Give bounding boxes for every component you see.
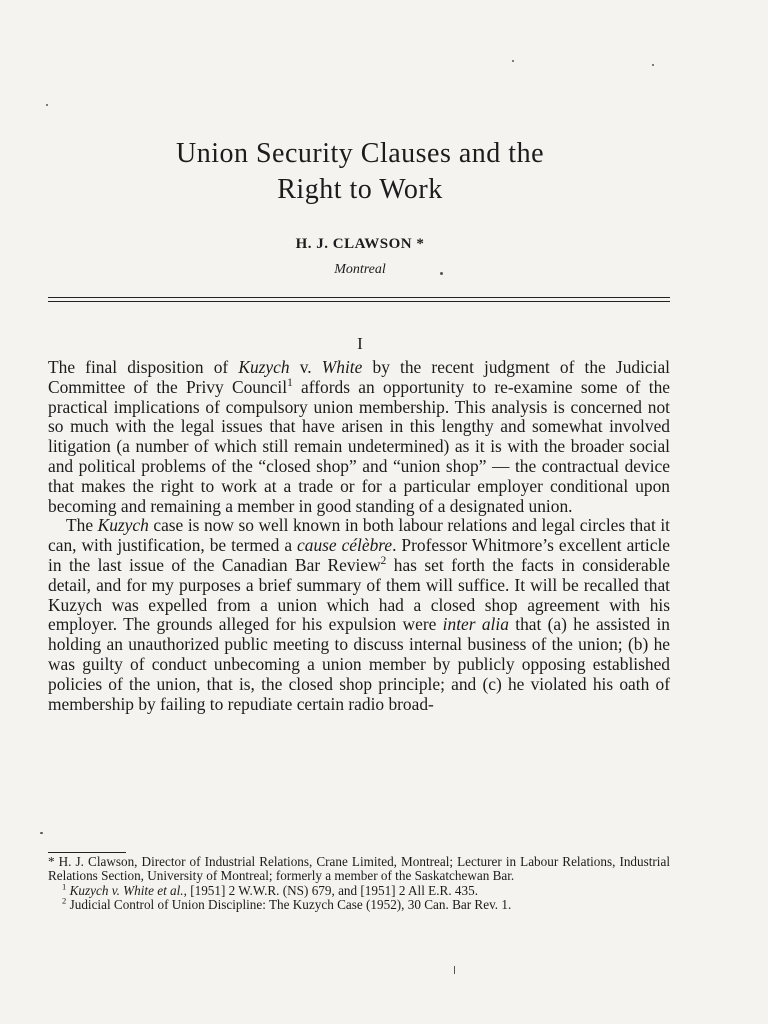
scan-speck [454, 966, 455, 974]
paragraph-2: The Kuzych case is now so well known in both labour relations and legal circles that it can, with justification, be termed a cause célèbre. Professor Whitmore’s excellent article in the last issue of the Canadian Bar Review$^2$ has set forth the facts in considerable detail, and for my purposes a brief summary of them will suffice. It will be recalled that Kuzych was expelled from a union which had a closed shop agreement with his employer. The grounds alleged for his expulsion were inter alia that (a) he assisted in holding an unauthorized public meeting to discuss internal business of the union; (b) he was guilty of conduct unbecoming a union member by publicly opposing established policies of the union, that is, the closed shop principle; and (c) he violated his oath of membership by failing to repudiate certain radio broad- [48, 515, 671, 714]
scan-speck [652, 64, 654, 66]
case-name-kuzych-2: Kuzych [97, 515, 149, 536]
article-title-line-2: Right to Work [277, 174, 443, 205]
section-numeral: I [357, 334, 363, 353]
case-name-kuzych: Kuzych [238, 357, 290, 377]
author-affiliation: Montreal [334, 262, 386, 277]
footnote-star: * H. J. Clawson, Director of Industrial Relations, Crane Limited, Montreal; Lecturer in Labour Relations, Industrial Relations Section, University of Montreal; formerly a member of the Saskatchewan Bar. [48, 854, 670, 884]
scan-speck [40, 832, 43, 834]
author-name: H. J. CLAWSON * [295, 236, 425, 252]
phrase-inter-alia: inter alia [442, 614, 509, 635]
footnote-ref-2: 2 [380, 555, 387, 568]
footnote-ref-1: 1 [287, 377, 293, 389]
paragraph-1: The final disposition of Kuzych v. White by the recent judgment of the Judicial Committee of the Privy Council$^1$ affords an opportunity to re-examine some of the practical implications of compulsory union membership. This analysis is concerned not so much with the legal issues that have arisen in this lengthy and somewhat involved litigation (a number of which still remain undetermined) as it is with the broader social and political problems of the “closed shop” and “union shop” — the contractual device that makes the right to work at a trade or for a particular employer conditional upon becoming and remaining a member in good standing of a designated union. [48, 357, 671, 516]
footnotes [48, 855, 670, 913]
scan-speck [46, 104, 48, 106]
scan-speck [512, 60, 514, 62]
article-body [48, 358, 670, 714]
footnote-2: $^2$ Judicial Control of Union Discipline: The Kuzych Case (1952), 30 Can. Bar Rev. 1. [62, 895, 512, 913]
footnote-1: $^1$ Kuzych v. White et al., [1951] 2 W.W.R. (NS) 679, and [1951] 2 All E.R. 435. [62, 881, 479, 898]
footnote-rule [48, 852, 126, 853]
scan-speck [440, 272, 443, 275]
article-title-line-1: Union Security Clauses and the [175, 138, 545, 169]
case-name-white: White [321, 357, 363, 377]
header-rule-bottom [48, 301, 670, 302]
phrase-cause-celebre: cause célèbre [297, 535, 393, 556]
header-rule-top [48, 297, 670, 298]
